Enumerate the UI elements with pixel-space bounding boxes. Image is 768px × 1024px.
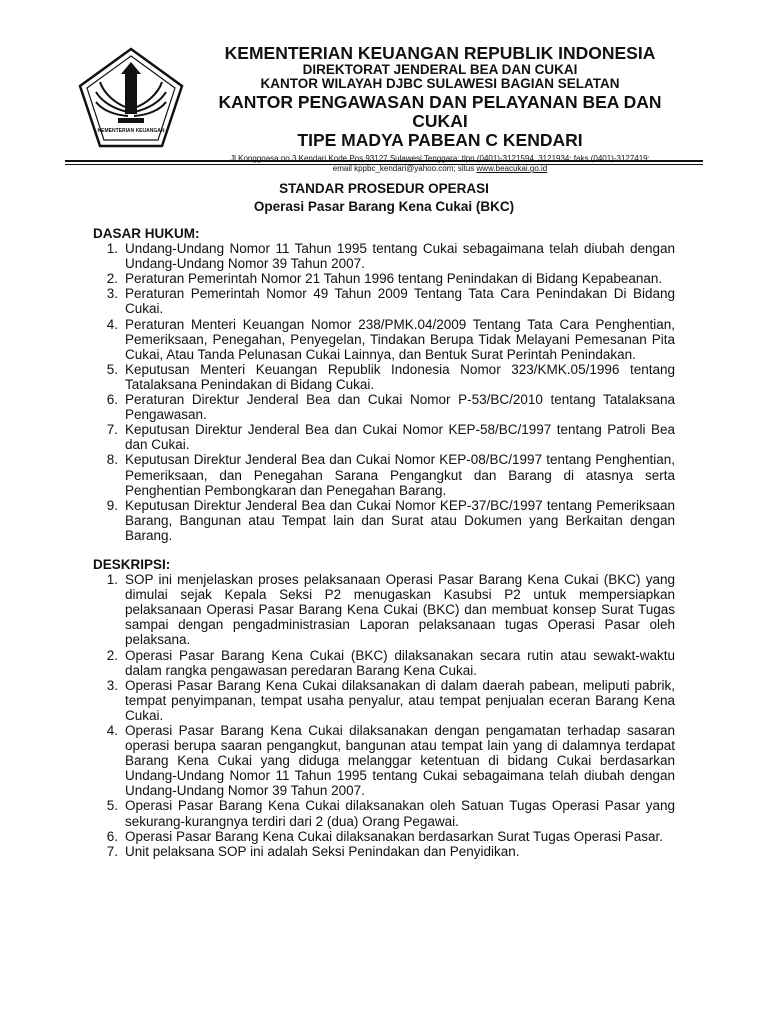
- item-text: Keputusan Direktur Jenderal Bea dan Cukai Nomor KEP-37/BC/1997 tentang Pemeriksaan Barang, Bangunan atau Tempat lain dan Surat atau Dokumen yang Berkaitan dengan Barang.: [125, 497, 675, 543]
- ministry-emblem-logo: [76, 46, 186, 150]
- list-item: [93, 572, 675, 647]
- list-item: [93, 317, 675, 362]
- item-text: Keputusan Direktur Jenderal Bea dan Cukai Nomor KEP-08/BC/1997 tentang Penghentian, Pemeriksaan, dan Penegahan Sarana Pengangkut dan Barang di atasnya serta Penghentian Pembongkaran dan Penegahan Barang.: [125, 452, 675, 498]
- item-text: Operasi Pasar Barang Kena Cukai dilaksanakan dengan pengamatan terhadap sasaran operasi berupa saaran pengangkut, bangunan atau tempat lain yang di dalamnya terdapat Barang Kena Cukai yang diduga melanggar ketentuan di bidang Cukai berdasarkan Undang-Undang Nomor 11 Tahun 1995 tentang Cukai sebagaimana telah diubah dengan Undang-Undang Nomor 39 Tahun 2007.: [125, 723, 675, 799]
- deskripsi-list: [93, 572, 675, 859]
- item-number: 1.: [106, 572, 118, 588]
- item-text: Peraturan Pemerintah Nomor 21 Tahun 1996 tentang Penindakan di Bidang Kepabeanan.: [125, 271, 663, 287]
- list-item: [93, 286, 675, 316]
- office-name: KANTOR PENGAWASAN DAN PELAYANAN BEA DAN CUKAI: [218, 92, 662, 131]
- office-type: TIPE MADYA PABEAN C KENDARI: [297, 129, 583, 150]
- svg-text:KEMENTERIAN KEUANGAN: KEMENTERIAN KEUANGAN: [97, 128, 165, 134]
- list-item: [93, 844, 675, 859]
- item-text: Unit pelaksana SOP ini adalah Seksi Penindakan dan Penyidikan.: [125, 843, 520, 859]
- section-gap: [93, 543, 675, 557]
- item-number: 5.: [106, 798, 118, 814]
- item-number: 7.: [106, 422, 118, 438]
- dasar-hukum-heading: DASAR HUKUM:: [93, 226, 200, 241]
- item-number: 9.: [106, 497, 118, 513]
- contact-line: [190, 164, 690, 174]
- ministry-name: KEMENTERIAN KEUANGAN REPUBLIK INDONESIA: [224, 43, 656, 63]
- title-sub: Operasi Pasar Barang Kena Cukai (BKC): [253, 198, 515, 214]
- list-item: [93, 452, 675, 497]
- item-number: 5.: [106, 361, 118, 377]
- item-number: 6.: [106, 828, 118, 844]
- list-item: [93, 829, 675, 844]
- address-line: Jl.Konggoasa no.3 Kendari Kode Pos 93127 Sulawesi Tenggara; tlpn (0401)-3121594, 3121934; faks (0401)-3127419;: [230, 153, 650, 163]
- website-link[interactable]: www.beacukai.go.id: [476, 164, 548, 174]
- deskripsi-heading: DESKRIPSI:: [93, 556, 171, 572]
- item-text: Peraturan Direktur Jenderal Bea dan Cukai Nomor P-53/BC/2010 tentang Tatalaksana Pengawasan.: [125, 392, 675, 423]
- document-title: [0, 180, 768, 215]
- document-body: [93, 226, 675, 859]
- title-main: STANDAR PROSEDUR OPERASI: [279, 181, 489, 196]
- item-text: Peraturan Menteri Keuangan Nomor 238/PMK.04/2009 Tentang Tata Cara Penghentian, Pemeriksaan, Penegahan, Penyegelan, Tindakan Berupa Tidak Melayani Pemesanan Pita Cukai, Atau Tanda Pelunasan Cukai Lainnya, dan Bentuk Surat Perintah Penindakan.: [125, 316, 675, 362]
- item-text: Operasi Pasar Barang Kena Cukai dilaksanakan di dalam daerah pabean, meliputi pabrik, tempat penyimpanan, tempat usaha penyalur, atau tempat penjualan eceran Barang Kena Cukai.: [125, 677, 675, 723]
- item-text: Operasi Pasar Barang Kena Cukai dilaksanakan oleh Satuan Tugas Operasi Pasar yang sekurang-kurangnya terdiri dari 2 (dua) Orang Pegawai.: [125, 798, 675, 829]
- item-text: Operasi Pasar Barang Kena Cukai (BKC) dilaksanakan secara rutin atau sewakt-waktu dalam rangka pengawasan peredaran Barang Kena Cukai.: [125, 647, 675, 678]
- list-item: [93, 422, 675, 452]
- item-number: 3.: [106, 677, 118, 693]
- letterhead-divider-thin: [65, 164, 703, 165]
- item-number: 6.: [106, 392, 118, 408]
- list-item: [93, 798, 675, 828]
- item-text: Operasi Pasar Barang Kena Cukai dilaksanakan berdasarkan Surat Tugas Operasi Pasar.: [125, 828, 664, 844]
- item-text: Undang-Undang Nomor 11 Tahun 1995 tentang Cukai sebagaimana telah diubah dengan Undang-Undang Nomor 39 Tahun 2007.: [125, 241, 675, 272]
- item-number: 1.: [106, 241, 118, 257]
- list-item: [93, 241, 675, 271]
- list-item: [93, 271, 675, 286]
- directorate-name: DIREKTORAT JENDERAL BEA DAN CUKAI: [302, 61, 578, 77]
- list-item: [93, 498, 675, 543]
- list-item: [93, 648, 675, 678]
- item-number: 4.: [106, 723, 118, 738]
- item-text: Peraturan Pemerintah Nomor 49 Tahun 2009 Tentang Tata Cara Penindakan Di Bidang Cukai.: [125, 286, 675, 317]
- item-number: 2.: [106, 647, 118, 663]
- item-number: 3.: [106, 286, 118, 302]
- item-number: 7.: [106, 843, 118, 859]
- list-item: [93, 362, 675, 392]
- list-item: [93, 392, 675, 422]
- item-number: 4.: [106, 316, 118, 332]
- item-text: SOP ini menjelaskan proses pelaksanaan Operasi Pasar Barang Kena Cukai (BKC) yang dimulai sejak Kepala Seksi P2 menugaskan Kasubsi P2 untuk mempersiapkan pelaksanaan Operasi Pasar Barang Kena Cukai (BKC) dan membuat konsep Surat Tugas sampai dengan pengadministrasian Laporan pelaksanaan tugas Operasi Pasar oleh pelaksana.: [125, 572, 675, 648]
- letterhead-divider: [65, 160, 703, 162]
- email-text: email kppbc_kendari@yahoo.com; situs: [332, 164, 477, 174]
- item-number: 8.: [106, 452, 118, 468]
- item-number: 2.: [106, 271, 118, 287]
- list-item: [93, 723, 675, 798]
- item-text: Keputusan Direktur Jenderal Bea dan Cukai Nomor KEP-58/BC/1997 tentang Patroli Bea dan Cukai.: [125, 422, 675, 453]
- item-text: Keputusan Menteri Keuangan Republik Indonesia Nomor 323/KMK.05/1996 tentang Tatalaksana Penindakan di Bidang Cukai.: [125, 361, 675, 392]
- dasar-hukum-list: [93, 241, 675, 543]
- regional-office-name: KANTOR WILAYAH DJBC SULAWESI BAGIAN SELATAN: [260, 76, 620, 92]
- letterhead: [190, 44, 690, 175]
- list-item: [93, 678, 675, 723]
